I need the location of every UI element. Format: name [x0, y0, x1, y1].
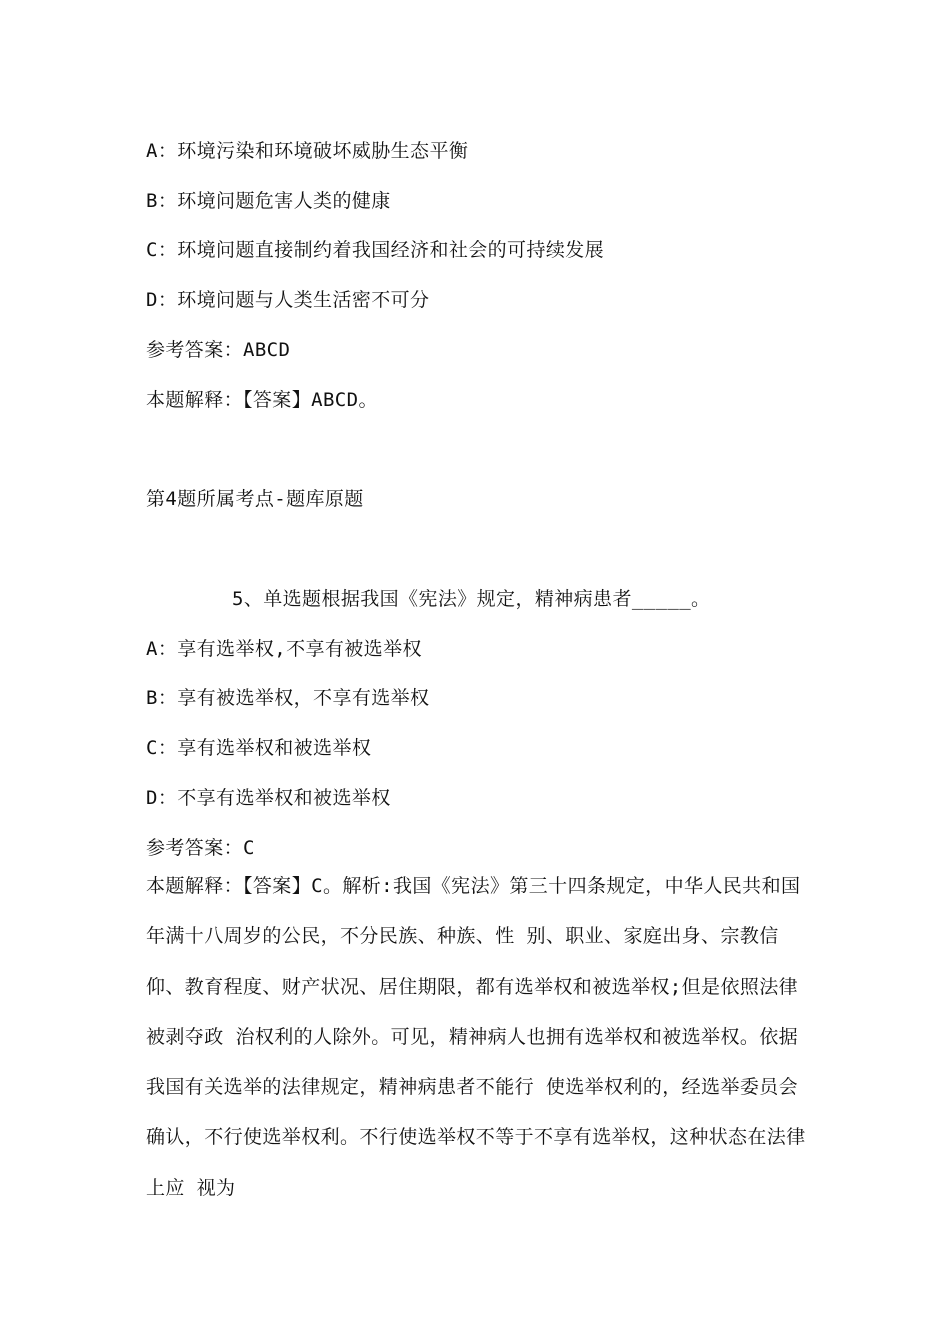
q5-explanation: 本题解释：【答案】C。解析:我国《宪法》第三十四条规定，中华人民共和国年满十八周岁的公民，不分民族、种族、性 别、职业、家庭出身、宗教信仰、教育程度、财产状况、居住期限，都有选举权和被选举权;但是依照法律被剥夺政 治权利的人除外。可见，精神病人也拥有选举权和被选举权。依据我国有关选举的法律规定，精神病患者不能行 使选举权利的，经选举委员会确认，不行使选举权利。不行使选举权不等于不享有选举权，这种状态在法律上应 视为: [146, 875, 806, 1199]
q4-option-b: B：环境问题危害人类的健康: [146, 190, 391, 212]
q4-explanation: 本题解释：【答案】ABCD。: [146, 389, 378, 411]
q5-option-b: B：享有被选举权，不享有选举权: [146, 687, 430, 709]
q4-option-c: C：环境问题直接制约着我国经济和社会的可持续发展: [146, 239, 605, 261]
q4-option-a: A：环境污染和环境破坏威胁生态平衡: [146, 140, 469, 162]
q4-option-d: D：环境问题与人类生活密不可分: [146, 289, 430, 311]
q5-title: 5、单选题根据我国《宪法》规定，精神病患者_____。: [232, 588, 711, 610]
q4-topic: 第4题所属考点-题库原题: [146, 488, 364, 510]
q4-answer: 参考答案：ABCD: [146, 339, 291, 361]
q5-option-c: C：享有选举权和被选举权: [146, 737, 372, 759]
q5-answer: 参考答案：C: [146, 837, 255, 859]
q5-option-a: A：享有选举权,不享有被选举权: [146, 638, 422, 660]
q5-option-d: D：不享有选举权和被选举权: [146, 787, 391, 809]
